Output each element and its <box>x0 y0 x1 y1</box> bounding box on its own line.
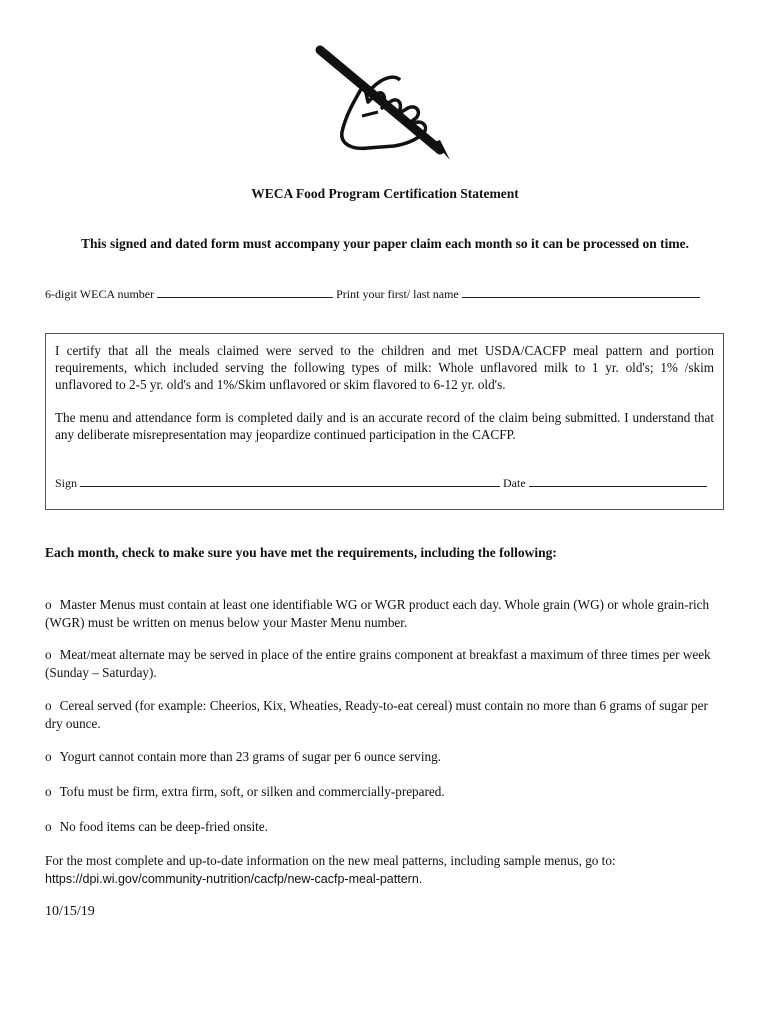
bullet-icon: o <box>45 819 52 834</box>
requirement-text: Cereal served (for example: Cheerios, Kix, Wheaties, Ready-to-eat cereal) must contain no more than 6 grams of sugar per dry ounce. <box>45 698 708 731</box>
instruction-subtitle: This signed and dated form must accompany your paper claim each month so it can be processed on time. <box>81 236 689 251</box>
list-item <box>45 783 725 801</box>
page-title: WECA Food Program Certification Statement <box>251 186 519 201</box>
meal-pattern-link[interactable]: https://dpi.wi.gov/community-nutrition/cacfp/new-cacfp-meal-pattern. <box>45 872 423 886</box>
document-date: 10/15/19 <box>45 904 95 919</box>
bullet-icon: o <box>45 749 52 764</box>
date-field[interactable] <box>529 476 707 487</box>
bullet-icon: o <box>45 698 52 713</box>
requirement-text: Master Menus must contain at least one identifiable WG or WGR product each day. Whole grain (WG) or whole grain-rich (WGR) must be written on menus below your Master Menu number. <box>45 597 710 630</box>
signature-row <box>55 475 707 492</box>
certification-paragraph-1: I certify that all the meals claimed were served to the children and met USDA/CACFP meal pattern and portion requirements, which included serving the following types of milk: Whole unflavored milk to 1 yr. old's; 1% /skim unflavored to 2-5 yr. old's and 1%/Skim unflavored or skim flavored to 6-12 yr. old's. <box>55 343 714 392</box>
list-item <box>45 697 725 733</box>
list-item <box>45 596 725 632</box>
requirement-text: No food items can be deep-fried onsite. <box>59 819 268 834</box>
hand-writing-icon <box>312 44 457 162</box>
bullet-icon: o <box>45 647 52 662</box>
checks-heading: Each month, check to make sure you have met the requirements, including the following: <box>45 545 557 560</box>
date-label: Date <box>503 476 526 490</box>
footer-text: For the most complete and up-to-date information on the new meal patterns, including sample menus, go to: <box>45 853 616 868</box>
certification-box <box>45 333 724 510</box>
sign-label: Sign <box>55 476 78 490</box>
name-label: Print your first/ last name <box>336 287 459 301</box>
bullet-icon: o <box>45 597 52 612</box>
list-item <box>45 646 725 682</box>
requirement-text: Tofu must be firm, extra firm, soft, or silken and commercially-prepared. <box>59 784 445 799</box>
list-item <box>45 818 725 836</box>
list-item <box>45 748 725 766</box>
requirement-text: Yogurt cannot contain more than 23 grams of sugar per 6 ounce serving. <box>59 749 441 764</box>
bullet-icon: o <box>45 784 52 799</box>
header-fields <box>45 287 700 302</box>
name-field[interactable] <box>462 287 700 298</box>
signature-field[interactable] <box>80 476 500 487</box>
weca-number-field[interactable] <box>157 287 333 298</box>
footer <box>45 852 725 888</box>
requirement-text: Meat/meat alternate may be served in place of the entire grains component at breakfast a maximum of three times per week (Sunday – Saturday). <box>45 647 711 680</box>
certification-paragraph-2: The menu and attendance form is completed daily and is an accurate record of the claim being submitted. I understand that any deliberate misrepresentation may jeopardize continued participation in the CACFP. <box>55 410 714 442</box>
weca-number-label: 6-digit WECA number <box>45 287 155 301</box>
